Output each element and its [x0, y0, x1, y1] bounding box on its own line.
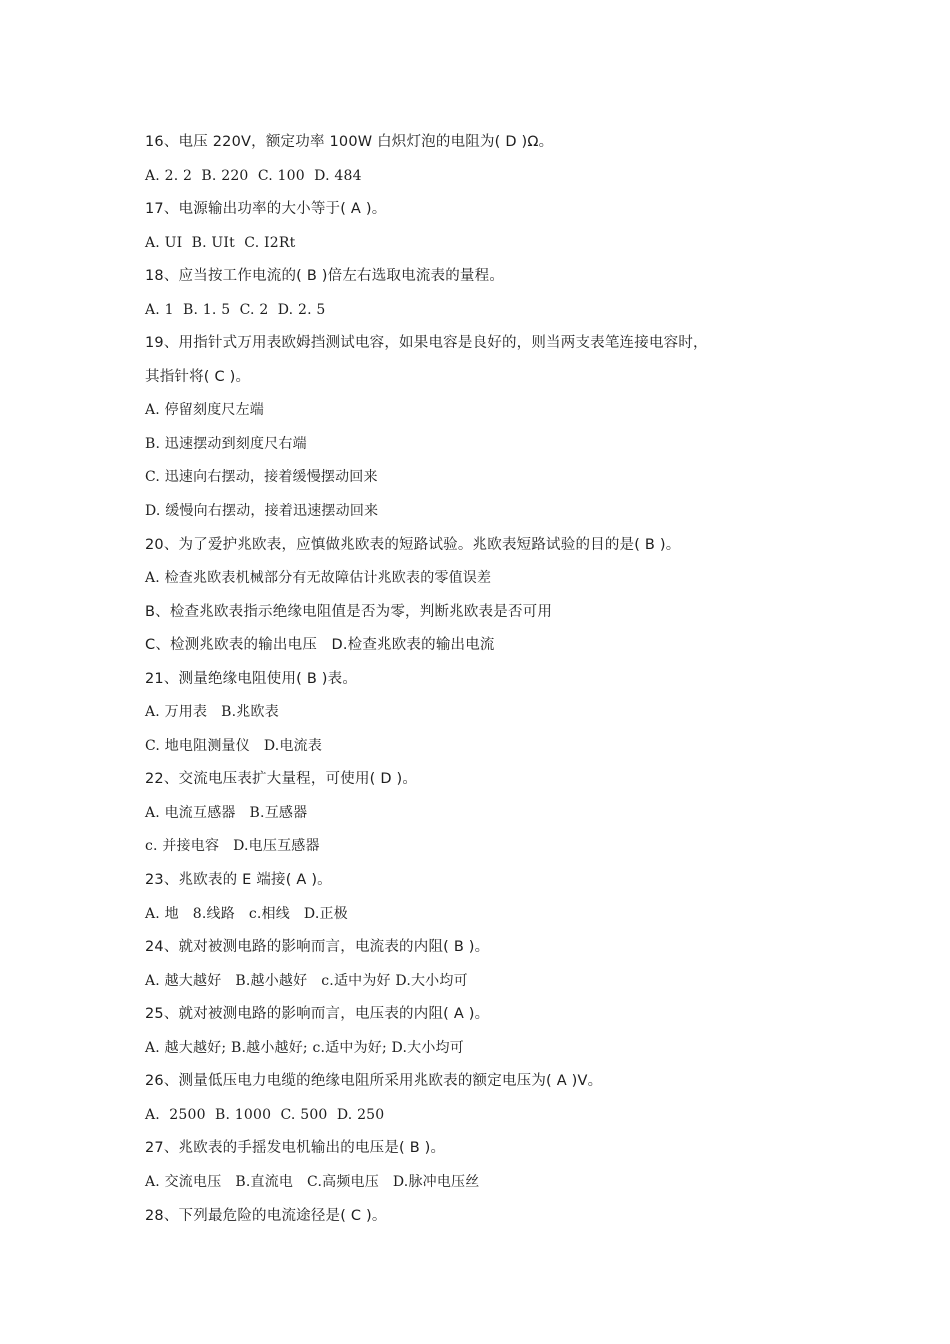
question-line: 28、下列最危险的电流途径是( C )。	[145, 1207, 387, 1224]
options-line: A. 越大越好 B.越小越好 c.适中为好 D.大小均可	[145, 972, 468, 989]
question-line: 26、测量低压电力电缆的绝缘电阻所采用兆欧表的额定电压为( A )V。	[145, 1073, 603, 1090]
options-line: A. 交流电压 B.直流电 C.高频电压 D.脉冲电压丝	[145, 1173, 480, 1190]
options-line: C. 地电阻测量仪 D.电流表	[145, 737, 323, 754]
question-line: 25、就对被测电路的影响而言，电压表的内阻( A )。	[145, 1006, 490, 1023]
question-line: 18、应当按工作电流的( B )倍左右选取电流表的量程。	[145, 268, 505, 285]
option-line: B、检查兆欧表指示绝缘电阻值是否为零，判断兆欧表是否可用	[145, 603, 553, 620]
question-line: 24、就对被测电路的影响而言，电流表的内阻( B )。	[145, 939, 490, 956]
options-line: A. 万用表 B.兆欧表	[145, 704, 279, 721]
option-line: D. 缓慢向右摆动，接着迅速摆动回来	[145, 503, 379, 520]
options-line: A. 2. 2 B. 220 C. 100 D. 484	[145, 167, 362, 184]
option-line: C、检测兆欧表的输出电压 D.检查兆欧表的输出电流	[145, 637, 495, 654]
question-line: 27、兆欧表的手摇发电机输出的电压是( B )。	[145, 1140, 446, 1157]
options-line: c. 并接电容 D.电压互感器	[145, 838, 320, 855]
question-line-continued: 其指针将( C )。	[145, 368, 251, 385]
option-line: A. 检查兆欧表机械部分有无故障估计兆欧表的零值误差	[145, 570, 492, 587]
question-text-block	[145, 126, 825, 1233]
question-line: 22、交流电压表扩大量程，可使用( D )。	[145, 771, 418, 788]
options-line: A. 1 B. 1. 5 C. 2 D. 2. 5	[145, 301, 326, 318]
question-line: 17、电源输出功率的大小等于( A )。	[145, 201, 387, 218]
options-line: A. 地 8.线路 c.相线 D.正极	[145, 905, 348, 922]
option-line: C. 迅速向右摆动，接着缓慢摆动回来	[145, 469, 378, 486]
question-line: 20、为了爱护兆欧表，应慎做兆欧表的短路试验。兆欧表短路试验的目的是( B )。	[145, 536, 681, 553]
question-line: 23、兆欧表的 E 端接( A )。	[145, 872, 332, 889]
question-line: 16、电压 220V，额定功率 100W 白炽灯泡的电阻为( D )Ω。	[145, 134, 554, 150]
options-line: A. 越大越好; B.越小越好; c.适中为好; D.大小均可	[145, 1039, 464, 1056]
question-line: 21、测量绝缘电阻使用( B )表。	[145, 670, 358, 687]
question-line: 19、用指针式万用表欧姆挡测试电容，如果电容是良好的，则当两支表笔连接电容时，	[145, 335, 708, 352]
option-line: A. 停留刻度尺左端	[145, 402, 265, 419]
options-line: A. 电流互感器 B.互感器	[145, 804, 308, 821]
options-line: A. 2500 B. 1000 C. 500 D. 250	[145, 1106, 385, 1123]
options-line: A. UI B. UIt C. I2Rt	[145, 234, 296, 251]
option-line: B. 迅速摆动到刻度尺右端	[145, 435, 307, 452]
